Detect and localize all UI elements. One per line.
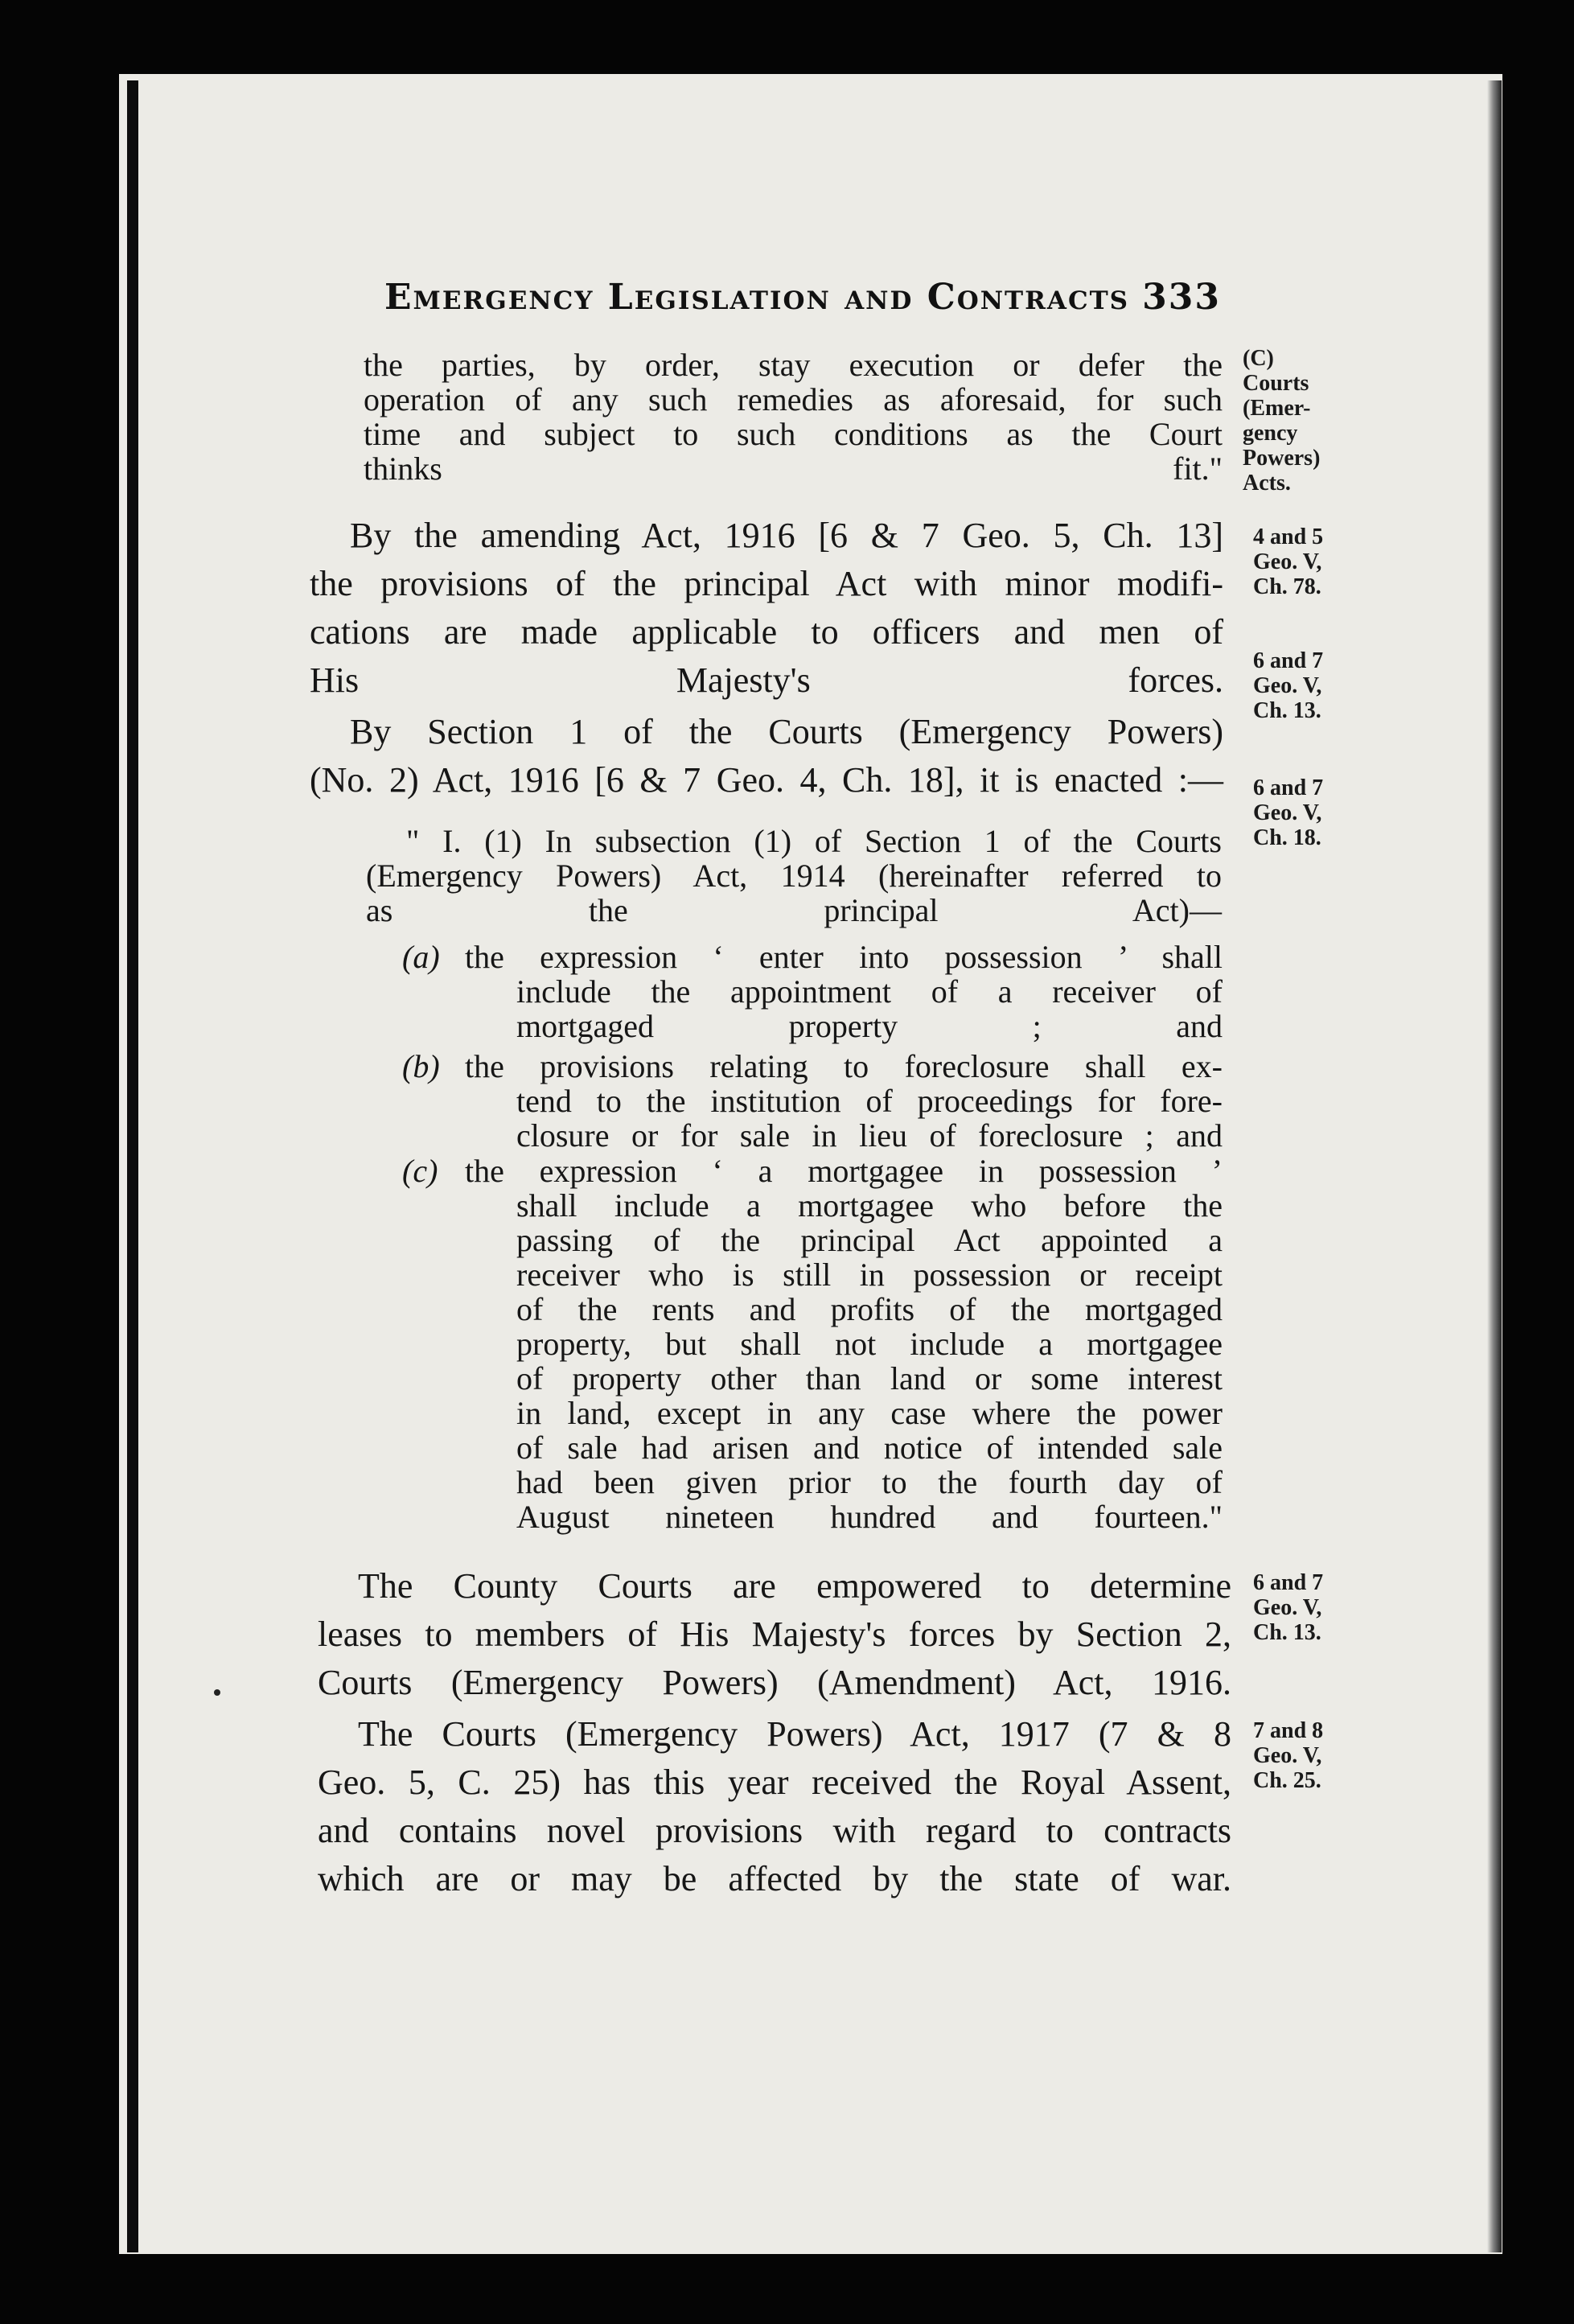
text-line: the parties, by order, stay execution or defer the <box>364 347 1223 383</box>
text-line: the provisions relating to foreclosure shall ex- <box>465 1048 1223 1084</box>
text-line: tend to the institution of proceedings for fore- <box>516 1083 1223 1119</box>
text-line: The Courts (Emergency Powers) Act, 1917 (7 & 8 <box>358 1714 1231 1754</box>
list-item-a <box>402 940 1223 1043</box>
paragraph-amending-act <box>310 512 1223 705</box>
stray-ink-dot <box>214 1689 220 1696</box>
text-line: " I. (1) In subsection (1) of Section 1 of the Courts <box>406 823 1222 859</box>
text-line: the expression ‘ a mortgagee in possession ’ <box>465 1153 1223 1189</box>
text-line: the provisions of the principal Act with minor modifi- <box>310 564 1223 603</box>
running-header <box>384 277 1221 318</box>
text-line: leases to members of His Majesty's forces by Section 2, <box>318 1614 1231 1654</box>
margin-note-citation: 7 and 8 Geo. V, Ch. 25. <box>1253 1718 1324 1793</box>
text-line: and contains novel provisions with regard to contracts <box>318 1811 1231 1850</box>
text-line: property, but shall not include a mortgagee <box>516 1326 1223 1362</box>
text-line: By Section 1 of the Courts (Emergency Powers) <box>350 712 1223 751</box>
page-number: 333 <box>1142 277 1221 318</box>
text-line: Courts (Emergency Powers) (Amendment) Act, 1916. <box>318 1663 1231 1702</box>
list-item-first-line <box>402 940 1223 974</box>
text-line: of property other than land or some interest <box>516 1360 1223 1396</box>
margin-note-citation: 6 and 7 Geo. V, Ch. 18. <box>1253 775 1324 850</box>
text-line: cations are made applicable to officers and men of <box>310 612 1223 652</box>
text-line: in land, except in any case where the power <box>516 1395 1223 1431</box>
text-line: receiver who is still in possession or receipt <box>516 1257 1223 1293</box>
text-line: passing of the principal Act appointed a <box>516 1222 1223 1258</box>
page-right-edge <box>1487 80 1502 2252</box>
page-gutter-shadow <box>127 80 138 2252</box>
running-title: Emergency Legislation and Contracts <box>384 277 1130 318</box>
text-line: which are or may be affected by the state of war. <box>318 1859 1231 1898</box>
list-item-label: (c) <box>402 1153 438 1189</box>
text-line: His Majesty's forces. <box>310 660 1223 700</box>
text-line: mortgaged property ; and <box>516 1008 1223 1044</box>
paragraph-act-1917 <box>318 1710 1231 1903</box>
text-line: Geo. 5, C. 25) has this year received the Royal Assent, <box>318 1763 1231 1802</box>
margin-note-courts-acts: (C) Courts (Emer- gency Powers) Acts. <box>1243 346 1321 496</box>
paragraph-section-1 <box>310 708 1223 804</box>
text-line: time and subject to such conditions as the Court <box>364 416 1223 452</box>
text-line: (No. 2) Act, 1916 [6 & 7 Geo. 4, Ch. 18], it is enacted :— <box>310 760 1223 800</box>
paragraph-county-courts <box>318 1562 1231 1707</box>
text-line: The County Courts are empowered to determine <box>358 1566 1231 1606</box>
list-item-first-line <box>402 1049 1223 1084</box>
text-line: thinks fit." <box>364 450 1223 487</box>
list-item-label: (b) <box>402 1048 440 1084</box>
text-line: shall include a mortgagee who before the <box>516 1187 1223 1224</box>
margin-note-citation: 4 and 5 Geo. V, Ch. 78. <box>1253 524 1324 599</box>
text-line: (Emergency Powers) Act, 1914 (hereinafter referred to <box>366 858 1222 894</box>
text-line: of the rents and profits of the mortgaged <box>516 1291 1223 1327</box>
paragraph-continuation <box>364 348 1223 486</box>
text-line: August nineteen hundred and fourteen." <box>516 1499 1223 1535</box>
margin-note-citation: 6 and 7 Geo. V, Ch. 13. <box>1253 648 1324 723</box>
text-line: the expression ‘ enter into possession ’ shall <box>465 939 1223 975</box>
text-line: closure or for sale in lieu of foreclosure ; and <box>516 1117 1223 1154</box>
text-line: of sale had arisen and notice of intended sale <box>516 1429 1223 1466</box>
quoted-subsection <box>366 824 1222 928</box>
text-line: include the appointment of a receiver of <box>516 973 1223 1010</box>
list-item-c <box>402 1154 1223 1534</box>
text-line: had been given prior to the fourth day of <box>516 1464 1223 1500</box>
text-line: operation of any such remedies as aforesaid, for such <box>364 381 1223 417</box>
text-line: as the principal Act)— <box>366 892 1222 928</box>
text-line: By the amending Act, 1916 [6 & 7 Geo. 5, Ch. 13] <box>350 516 1223 555</box>
list-item-b <box>402 1049 1223 1153</box>
list-item-first-line <box>402 1154 1223 1188</box>
margin-note-citation: 6 and 7 Geo. V, Ch. 13. <box>1253 1570 1324 1645</box>
list-item-label: (a) <box>402 939 440 975</box>
